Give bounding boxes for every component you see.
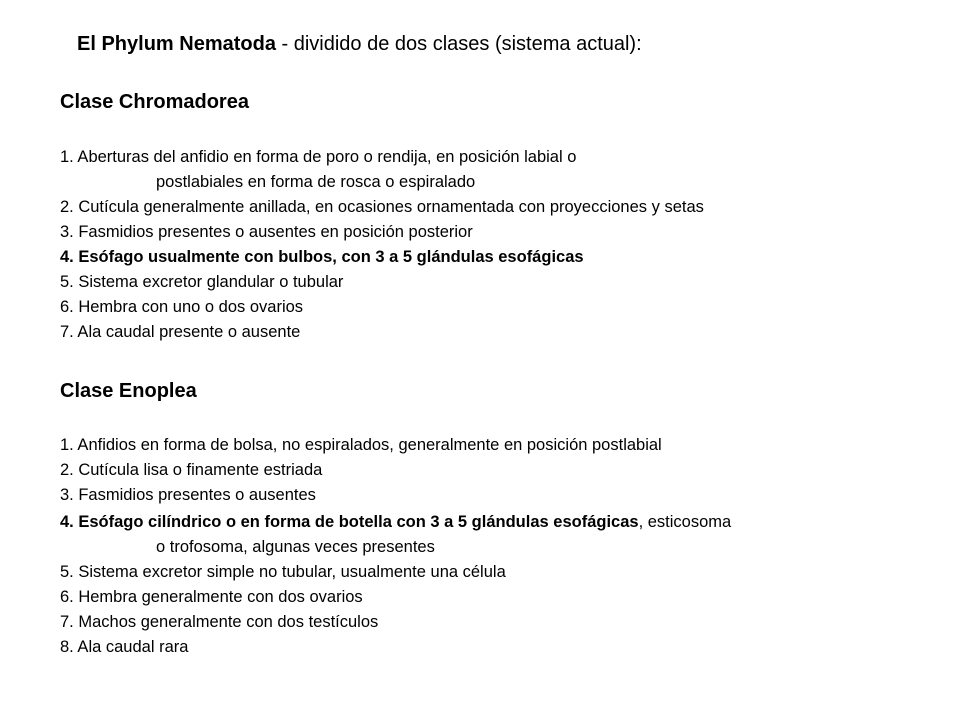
chromadorea-item-2: 2. Cutícula generalmente anillada, en ocasiones ornamentada con proyecciones y setas	[60, 198, 704, 216]
enoplea-item-4-bold: 4. Esófago cilíndrico o en forma de botella con 3 a 5 glándulas esofágicas	[60, 513, 639, 531]
chromadorea-item-4: 4. Esófago usualmente con bulbos, con 3 a 5 glándulas esofágicas	[60, 248, 584, 266]
enoplea-item-4-rest: , esticosoma	[638, 513, 732, 531]
heading-chromadorea: Clase Chromadorea	[60, 91, 249, 113]
enoplea-item-8: 8. Ala caudal rara	[60, 638, 189, 656]
enoplea-item-6: 6. Hembra generalmente con dos ovarios	[60, 588, 363, 606]
chromadorea-item-7: 7. Ala caudal presente o ausente	[60, 323, 301, 341]
chromadorea-item-1-cont: postlabiales en forma de rosca o espiralado	[156, 173, 476, 191]
chromadorea-item-1: 1. Aberturas del anfidio en forma de poro o rendija, en posición labial o	[60, 148, 577, 166]
chromadorea-item-6: 6. Hembra con uno o dos ovarios	[60, 298, 304, 316]
enoplea-item-7: 7. Machos generalmente con dos testículos	[60, 613, 379, 631]
enoplea-item-5: 5. Sistema excretor simple no tubular, usualmente una célula	[60, 563, 506, 581]
enoplea-item-2: 2. Cutícula lisa o finamente estriada	[60, 461, 323, 479]
enoplea-item-4-cont: o trofosoma, algunas veces presentes	[156, 538, 435, 556]
enoplea-item-3: 3. Fasmidios presentes o ausentes	[60, 486, 316, 504]
chromadorea-item-3: 3. Fasmidios presentes o ausentes en posición posterior	[60, 223, 473, 241]
enoplea-item-4	[60, 511, 731, 533]
title-bold: El Phylum Nematoda	[77, 33, 276, 55]
chromadorea-item-5: 5. Sistema excretor glandular o tubular	[60, 273, 344, 291]
heading-enoplea: Clase Enoplea	[60, 380, 197, 402]
enoplea-item-1: 1. Anfidios en forma de bolsa, no espiralados, generalmente en posición postlabial	[60, 436, 662, 454]
page-title	[77, 30, 642, 58]
title-rest: - dividido de dos clases (sistema actual):	[275, 33, 642, 55]
